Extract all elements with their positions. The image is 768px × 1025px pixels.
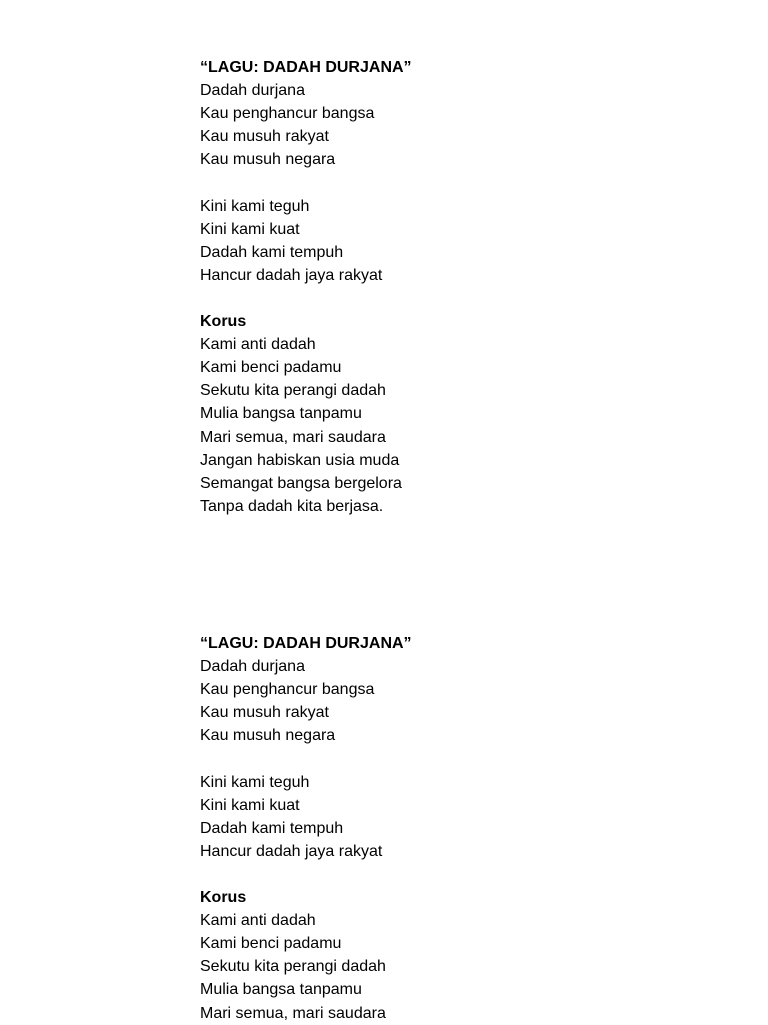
verse-line: Hancur dadah jaya rakyat [200, 842, 383, 860]
song-title: “LAGU: DADAH DURJANA” [200, 59, 412, 76]
stanza-gap [200, 287, 600, 310]
verse-line: Kau musuh rakyat [200, 704, 329, 722]
chorus-label: Korus [200, 313, 247, 331]
chorus-line: Sekutu kita perangi dadah [200, 382, 386, 400]
chorus-line: Mulia bangsa tanpamu [200, 405, 362, 423]
verse-line: Kau musuh negara [200, 727, 336, 745]
song-title: “LAGU: DADAH DURJANA” [200, 635, 412, 652]
song-lyrics-1 [200, 56, 600, 518]
verse-line: Dadah durjana [200, 658, 305, 676]
verse-line: Kau penghancur bangsa [200, 681, 375, 699]
verse-line: Kau musuh rakyat [200, 128, 329, 146]
verse-line: Dadah kami tempuh [200, 819, 344, 837]
verse-line: Kau penghancur bangsa [200, 105, 375, 123]
verse-line: Kini kami teguh [200, 197, 310, 215]
song-lyrics-2 [200, 632, 600, 1025]
chorus-line: Jangan habiskan usia muda [200, 451, 400, 469]
verse-line: Kini kami kuat [200, 796, 300, 814]
chorus-line: Kami benci padamu [200, 359, 342, 377]
chorus-line: Kami anti dadah [200, 912, 316, 930]
chorus-line: Mulia bangsa tanpamu [200, 981, 362, 999]
verse-line: Dadah durjana [200, 82, 305, 100]
verse-line: Hancur dadah jaya rakyat [200, 266, 383, 284]
verse-line: Kau musuh negara [200, 151, 336, 169]
verse-line: Kini kami teguh [200, 773, 310, 791]
chorus-line: Mari semua, mari saudara [200, 428, 386, 446]
chorus-label: Korus [200, 889, 247, 907]
chorus-line: Semangat bangsa bergelora [200, 474, 402, 492]
verse-line: Dadah kami tempuh [200, 243, 344, 261]
chorus-line: Sekutu kita perangi dadah [200, 958, 386, 976]
verse-line: Kini kami kuat [200, 220, 300, 238]
chorus-line: Kami anti dadah [200, 336, 316, 354]
chorus-line: Mari semua, mari saudara [200, 1004, 386, 1022]
chorus-line: Kami benci padamu [200, 935, 342, 953]
stanza-gap [200, 171, 600, 194]
stanza-gap [200, 747, 600, 770]
chorus-line: Tanpa dadah kita berjasa. [200, 497, 384, 515]
stanza-gap [200, 863, 600, 886]
